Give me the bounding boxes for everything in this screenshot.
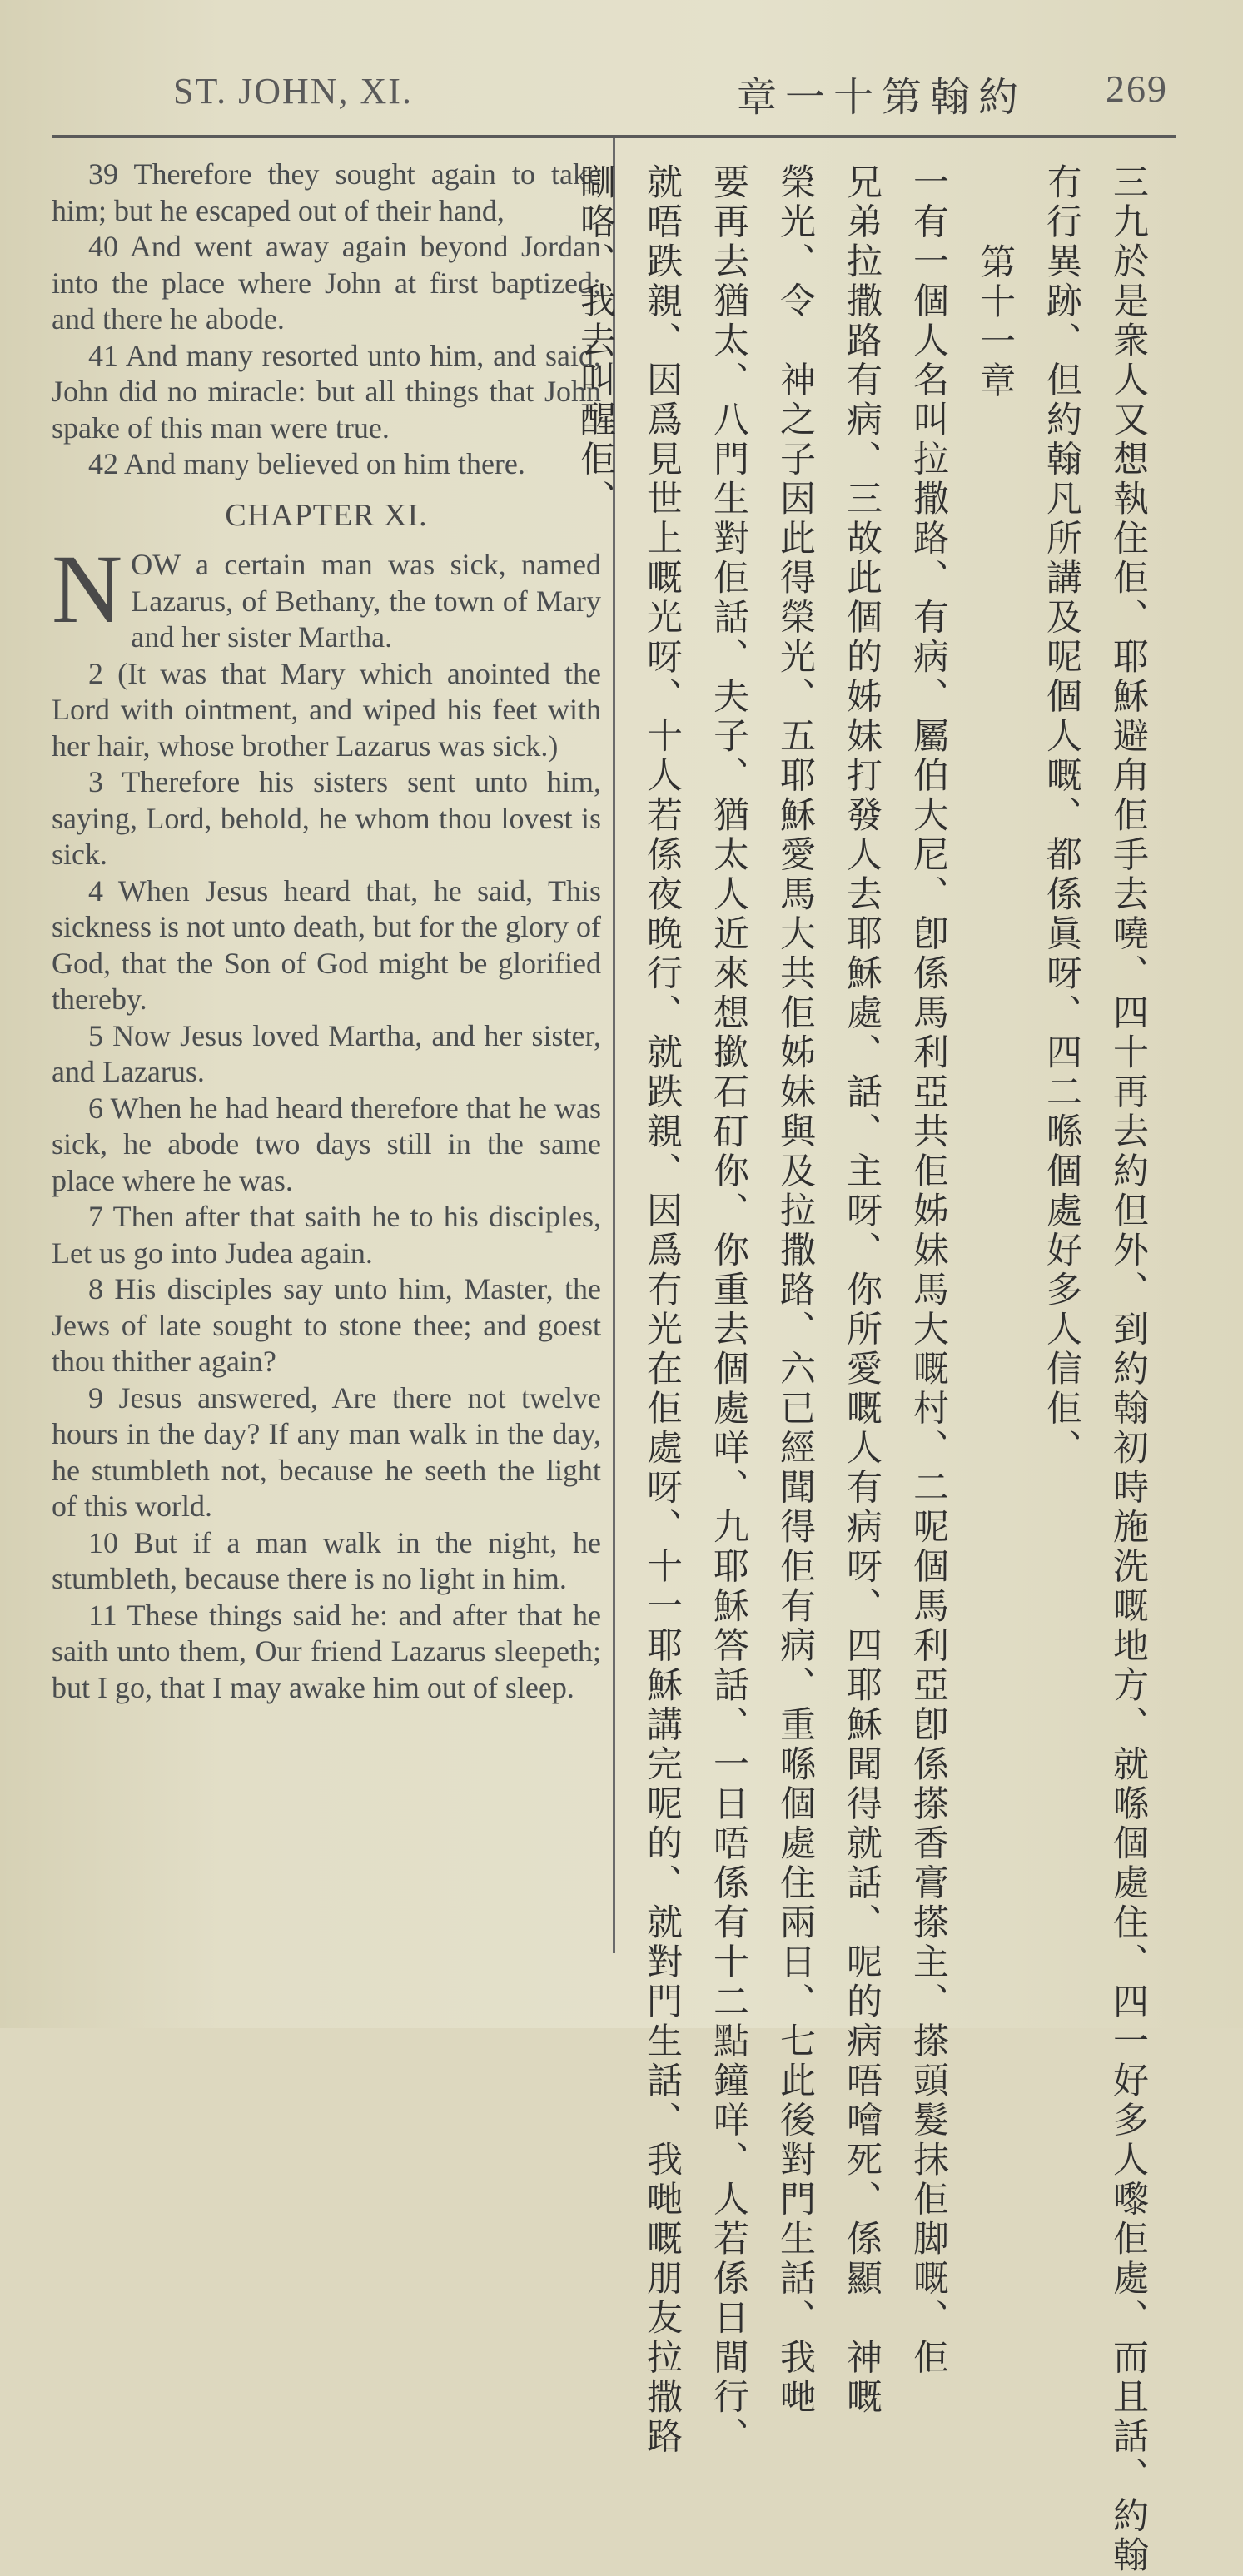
verse-41: 41 And many resorted unto him, and said, John did no miracle: but all things that John spake of this man were true. (52, 338, 601, 445)
verse-42: 42 And many believed on him there. (88, 447, 525, 480)
verse-2: 2 (It was that Mary which anointed the Lord with ointment, and wiped his feet with her hair, whose brother Lazarus was sick.) (52, 656, 601, 763)
verse-39: 39 Therefore they sought again to take him; but he escaped out of their hand, (52, 157, 601, 227)
verse-11: 11 These things said he: and after that he saith unto them, Our friend Lazarus sleepeth; but I go, that I may awake him out of sleep. (52, 1598, 601, 1704)
chinese-text-column: 一有一個人名叫拉撒路、有病、屬伯大尼、卽係馬利亞共佢姊妹馬大嘅村、二呢個馬利亞卽係搽香膏搽主、搽頭髮抹佢脚嘅、佢 (907, 163, 949, 2378)
verse-9: 9 Jesus answered, Are there not twelve hours in the day? If any man walk in the day, he stumbleth not, because he seeth the light of this world. (52, 1380, 601, 1523)
verse-4: 4 When Jesus heard that, he said, This sickness is not unto death, but for the glory of God, that the Son of God might be glorified thereby. (52, 873, 601, 1016)
header-book-title: ST. JOHN, XI. (173, 71, 413, 112)
verse-10: 10 But if a man walk in the night, he stumbleth, because there is no light in him. (52, 1525, 601, 1595)
chinese-text-column: 三九於是衆人又想執住佢、耶穌避甪佢手去嘵、四十再去約但外、到約翰初時施洗嘅地方、就喺個處住、四一好多人嚟佢處、而且話、約翰 (1107, 163, 1149, 2576)
chinese-column (574, 163, 1161, 2576)
chinese-text-column: 冇行異跡、但約翰凡所講及呢個人嘅、都係眞呀、四二喺個處好多人信佢、 (1041, 163, 1082, 1469)
running-header (0, 58, 1243, 125)
verse-40: 40 And went away again beyond Jordan into the place where John at first baptized; and there he abode. (52, 230, 601, 336)
verse-5: 5 Now Jesus loved Martha, and her sister, and Lazarus. (52, 1018, 601, 1088)
chinese-text-column: 兄弟拉撒路有病、三故此個的姊妹打發人去耶穌處、話、主呀、你所愛嘅人有病呀、四耶穌聞得就話、呢的病唔噲死、係顯 神嘅 (841, 163, 883, 2418)
verse-8: 8 His disciples say unto him, Master, the Jews of late sought to stone thee; and goest thou thither again? (52, 1272, 601, 1378)
chinese-text-column: 就唔跌親、因爲見世上嘅光呀、十人若係夜晚行、就跌親、因爲冇光在佢處呀、十一耶穌講完呢的、就對門生話、我哋嘅朋友拉撒路 (641, 163, 683, 2457)
chinese-chapter-heading: 第十一章 (974, 243, 1016, 401)
chinese-text-column: 榮光、令 神之子因此得榮光、五耶穌愛馬大共佢姊妹與及拉撒路、六已經聞得佢有病、重喺個處住兩日、七此後對門生話、我哋 (774, 163, 816, 2418)
verse-6: 6 When he had heard therefore that he was sick, he abode two days still in the same place where he was. (52, 1091, 601, 1197)
english-column (52, 157, 601, 1706)
verse-1-text: OW a certain man was sick, named Lazarus, of Bethany, the town of Mary and her sister Martha. (131, 548, 601, 654)
page-number: 269 (1106, 67, 1168, 110)
verse-3: 3 Therefore his sisters sent unto him, saying, Lord, behold, he whom thou lovest is sick. (52, 765, 601, 871)
drop-cap: N (52, 535, 123, 644)
header-chinese-title: 章一十第翰約 (737, 74, 1027, 121)
chinese-text-column: 要再去猶太、八門生對佢話、夫子、猶太人近來想撳石矴你、你重去個處咩、九耶穌答話、一日唔係有十二點鐘咩、人若係日間行、 (708, 163, 749, 2457)
verse-7: 7 Then after that saith he to his disciples, Let us go into Judea again. (52, 1200, 601, 1270)
chapter-heading: CHAPTER XI. (225, 497, 428, 533)
verse-1 (52, 535, 601, 656)
chinese-text-column: 瞓咯、我去叫醒佢、 (574, 163, 616, 520)
